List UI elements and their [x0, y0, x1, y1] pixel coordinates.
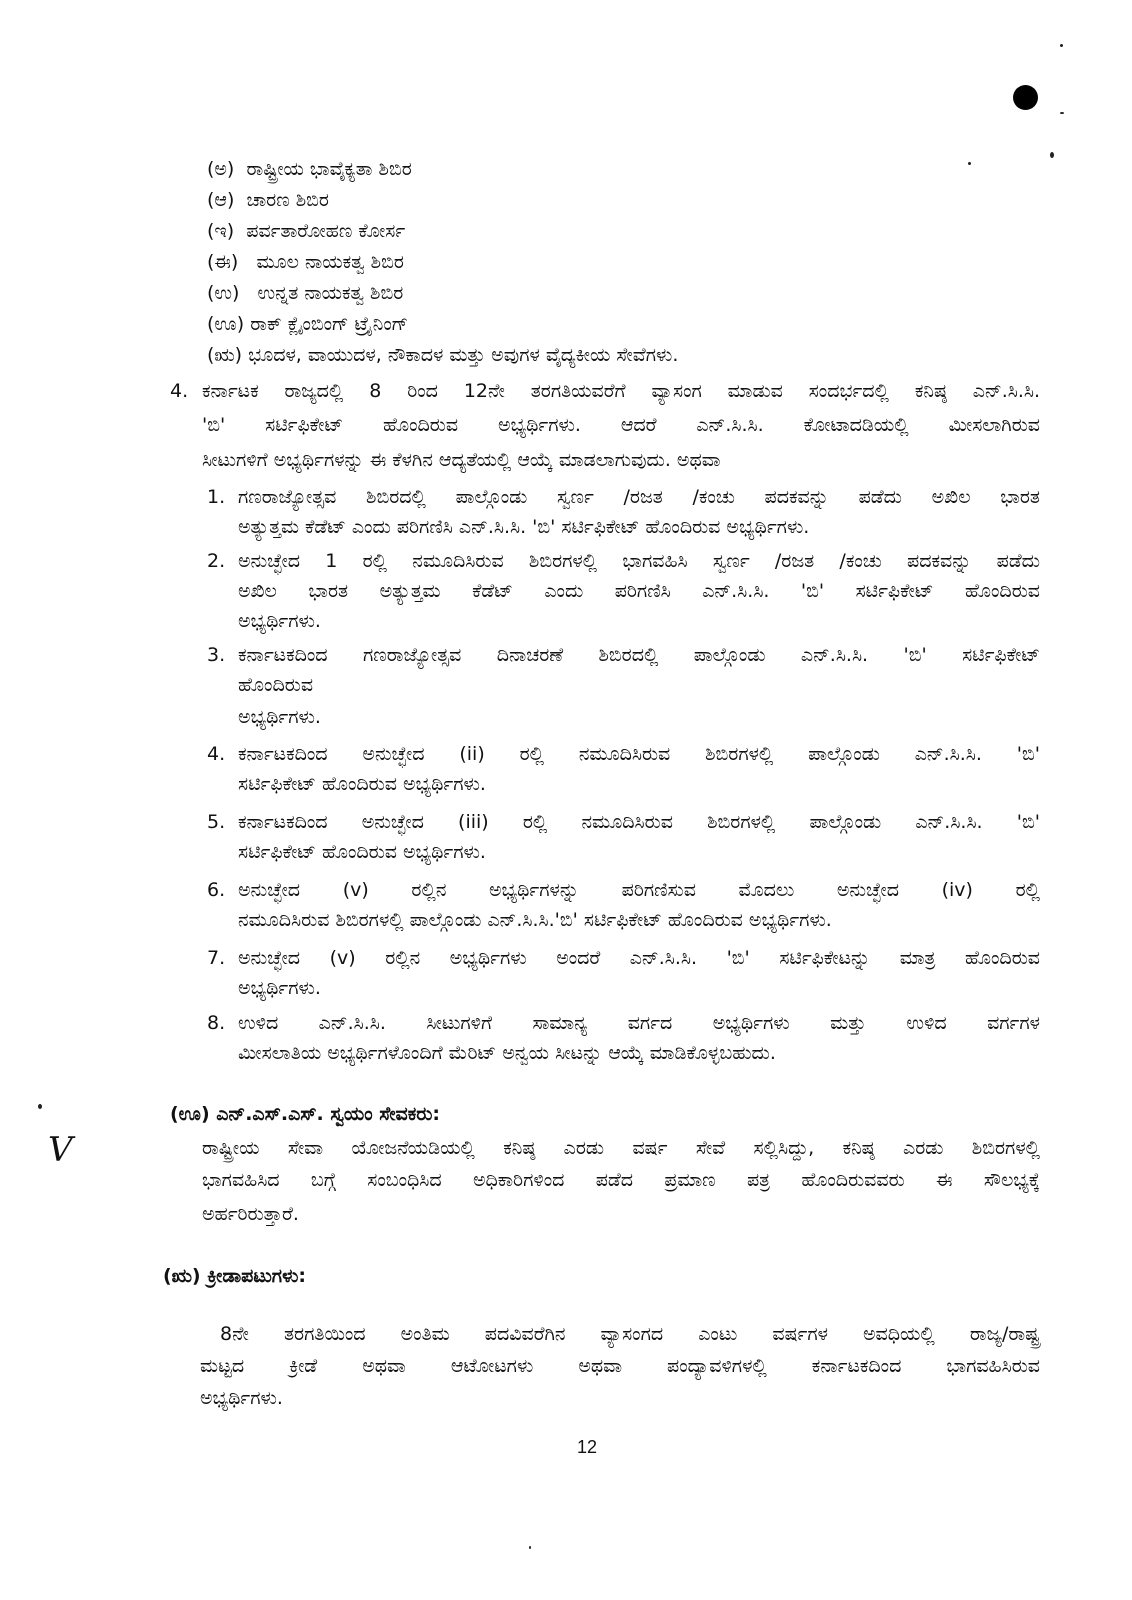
priority-line: ಅಭ್ಯರ್ಥಿಗಳು.	[238, 706, 321, 728]
priority-line: ಹೊಂದಿರುವ	[238, 674, 314, 696]
sub-list-item: (ಇ) ಪರ್ವತಾರೋಹಣ ಕೋರ್ಸ	[207, 220, 406, 242]
nss-line: ಅರ್ಹರಿರುತ್ತಾರೆ.	[202, 1203, 299, 1225]
priority-line: ಸರ್ಟಿಫಿಕೇಟ್ ಹೊಂದಿರುವ ಅಭ್ಯರ್ಥಿಗಳು.	[238, 841, 486, 863]
priority-number: 8.	[207, 1012, 226, 1034]
priority-line: ನಮೂದಿಸಿರುವ ಶಿಬಿರಗಳಲ್ಲಿ ಪಾಲ್ಗೊಂಡು ಎನ್.ಸಿ.ಸಿ.'ಬಿ' ಸರ್ಟಿಫಿಕೇಟ್ ಹೊಂದಿರುವ ಅಭ್ಯರ್ಥಿಗಳು.	[238, 909, 832, 931]
sports-heading: (ಋ) ಕ್ರೀಡಾಪಟುಗಳು:	[163, 1265, 307, 1287]
priority-line: ಉಳಿದ ಎನ್.ಸಿ.ಸಿ. ಸೀಟುಗಳಿಗೆ ಸಾಮಾನ್ಯ ವರ್ಗದ ಅಭ್ಯರ್ಥಿಗಳು ಮತ್ತು ಉಳಿದ ವರ್ಗಗಳ	[238, 1012, 1040, 1034]
priority-number: 2.	[207, 550, 226, 572]
priority-line: ಅನುಚ್ಛೇದ 1 ರಲ್ಲಿ ನಮೂದಿಸಿರುವ ಶಿಬಿರಗಳಲ್ಲಿ ಭಾಗವಹಿಸಿ ಸ್ವರ್ಣ /ರಜತ /ಕಂಚು ಪದಕವನ್ನು ಪಡೆದು	[238, 550, 1040, 572]
sub-list-item: (ಊ) ರಾಕ್ ಕ್ಲೈಂಬಿಂಗ್ ಟ್ರೈನಿಂಗ್	[207, 313, 409, 335]
priority-line: ಕರ್ನಾಟಕದಿಂದ ಅನುಚ್ಛೇದ (ii) ರಲ್ಲಿ ನಮೂದಿಸಿರುವ ಶಿಬಿರಗಳಲ್ಲಿ ಪಾಲ್ಗೊಂಡು ಎನ್.ಸಿ.ಸಿ. 'ಬಿ'	[238, 743, 1040, 765]
sports-line: ಮಟ್ಟದ ಕ್ರೀಡೆ ಅಥವಾ ಆಟೋಟಗಳು ಅಥವಾ ಪಂದ್ಯಾವಳಿಗಳಲ್ಲಿ ಕರ್ನಾಟಕದಿಂದ ಭಾಗವಹಿಸಿರುವ	[200, 1355, 1040, 1377]
priority-number: 3.	[207, 644, 226, 666]
item4-line: ಕರ್ನಾಟಕ ರಾಜ್ಯದಲ್ಲಿ 8 ರಿಂದ 12ನೇ ತರಗತಿಯವರೆಗೆ ವ್ಯಾಸಂಗ ಮಾಡುವ ಸಂದರ್ಭದಲ್ಲಿ ಕನಿಷ್ಠ ಎನ್.ಸಿ.ಸಿ.	[202, 380, 1040, 402]
sports-line: ಅಭ್ಯರ್ಥಿಗಳು.	[200, 1387, 283, 1409]
sub-list-item: (ಅ) ರಾಷ್ಟ್ರೀಯ ಭಾವೈಕ್ಯತಾ ಶಿಬಿರ	[207, 158, 412, 180]
scan-speck	[38, 1104, 42, 1109]
item-number: 4.	[170, 380, 189, 402]
priority-number: 5.	[207, 811, 226, 833]
nss-heading: (ಊ) ಎನ್.ಎಸ್.ಎಸ್. ಸ್ವಯಂ ಸೇವಕರು:	[170, 1103, 440, 1125]
priority-line: ಅನುಚ್ಛೇದ (v) ರಲ್ಲಿನ ಅಭ್ಯರ್ಥಿಗಳು ಅಂದರೆ ಎನ್.ಸಿ.ಸಿ. 'ಬಿ' ಸರ್ಟಿಫಿಕೇಟನ್ನು ಮಾತ್ರ ಹೊಂದಿರುವ	[238, 947, 1040, 969]
priority-line: ಅನುಚ್ಛೇದ (v) ರಲ್ಲಿನ ಅಭ್ಯರ್ಥಿಗಳನ್ನು ಪರಿಗಣಿಸುವ ಮೊದಲು ಅನುಚ್ಛೇದ (iv) ರಲ್ಲಿ	[238, 879, 1040, 901]
sub-list-item: (ಋ) ಭೂದಳ, ವಾಯುದಳ, ನೌಕಾದಳ ಮತ್ತು ಅವುಗಳ ವೈದ್ಯಕೀಯ ಸೇವೆಗಳು.	[207, 344, 679, 366]
nss-line: ರಾಷ್ಟ್ರೀಯ ಸೇವಾ ಯೋಜನೆಯಡಿಯಲ್ಲಿ ಕನಿಷ್ಠ ಎರಡು ವರ್ಷ ಸೇವೆ ಸಲ್ಲಿಸಿದ್ದು, ಕನಿಷ್ಠ ಎರಡು ಶಿಬಿರಗಳಲ್ಲಿ	[202, 1137, 1040, 1159]
priority-number: 6.	[207, 879, 226, 901]
item4-line: 'ಬಿ' ಸರ್ಟಿಫಿಕೇಟ್ ಹೊಂದಿರುವ ಅಭ್ಯರ್ಥಿಗಳು. ಆದರೆ ಎನ್.ಸಿ.ಸಿ. ಕೋಟಾದಡಿಯಲ್ಲಿ ಮೀಸಲಾಗಿರುವ	[202, 414, 1040, 436]
nss-line: ಭಾಗವಹಿಸಿದ ಬಗ್ಗೆ ಸಂಬಂಧಿಸಿದ ಅಧಿಕಾರಿಗಳಿಂದ ಪಡೆದ ಪ್ರಮಾಣ ಪತ್ರ ಹೊಂದಿರುವವರು ಈ ಸೌಲಭ್ಯಕ್ಕೆ	[202, 1169, 1040, 1191]
sub-list-item: (ಈ) ಮೂಲ ನಾಯಕತ್ವ ಶಿಬಿರ	[207, 251, 404, 273]
page-number: 12	[577, 1437, 598, 1457]
sports-line: 8ನೇ ತರಗತಿಯಿಂದ ಅಂತಿಮ ಪದವಿವರೆಗಿನ ವ್ಯಾಸಂಗದ ಎಂಟು ವರ್ಷಗಳ ಅವಧಿಯಲ್ಲಿ ರಾಜ್ಯ/ರಾಷ್ಟ್ರ	[220, 1323, 1040, 1345]
item4-line: ಸೀಟುಗಳಿಗೆ ಅಭ್ಯರ್ಥಿಗಳನ್ನು ಈ ಕೆಳಗಿನ ಆದ್ಯತೆಯಲ್ಲಿ ಆಯ್ಕೆ ಮಾಡಲಾಗುವುದು. ಅಥವಾ	[202, 449, 721, 471]
scan-speck	[1060, 112, 1064, 114]
priority-line: ಗಣರಾಜ್ಯೋತ್ಸವ ಶಿಬಿರದಲ್ಲಿ ಪಾಲ್ಗೊಂಡು ಸ್ವರ್ಣ /ರಜತ /ಕಂಚು ಪದಕವನ್ನು ಪಡೆದು ಅಖಿಲ ಭಾರತ	[238, 486, 1040, 508]
sub-list-item: (ಆ) ಚಾರಣ ಶಿಬಿರ	[207, 189, 329, 211]
priority-line: ಸರ್ಟಿಫಿಕೇಟ್ ಹೊಂದಿರುವ ಅಭ್ಯರ್ಥಿಗಳು.	[238, 773, 486, 795]
priority-line: ಅಭ್ಯರ್ಥಿಗಳು.	[238, 977, 321, 999]
priority-line: ಅತ್ಯುತ್ತಮ ಕೆಡೆಟ್ ಎಂದು ಪರಿಗಣಿಸಿ ಎನ್.ಸಿ.ಸಿ. 'ಬಿ' ಸರ್ಟಿಫಿಕೇಟ್ ಹೊಂದಿರುವ ಅಭ್ಯರ್ಥಿಗಳು.	[238, 516, 810, 538]
priority-line: ಕರ್ನಾಟಕದಿಂದ ಗಣರಾಜ್ಯೋತ್ಸವ ದಿನಾಚರಣೆ ಶಿಬಿರದಲ್ಲಿ ಪಾಲ್ಗೊಂಡು ಎನ್.ಸಿ.ಸಿ. 'ಬಿ' ಸರ್ಟಿಫಿಕೇಟ್	[238, 644, 1040, 666]
priority-number: 1.	[207, 486, 226, 508]
priority-line: ಮೀಸಲಾತಿಯ ಅಭ್ಯರ್ಥಿಗಳೊಂದಿಗೆ ಮೆರಿಟ್ ಅನ್ವಯ ಸೀಟನ್ನು ಆಯ್ಕೆ ಮಾಡಿಕೊಳ್ಳಬಹುದು.	[238, 1042, 776, 1064]
scan-speck	[1050, 152, 1054, 158]
scan-speck	[968, 162, 971, 165]
punch-hole-mark	[1013, 85, 1038, 110]
handwritten-tick-mark: V	[48, 1130, 73, 1170]
priority-number: 4.	[207, 743, 226, 765]
priority-line: ಅಭ್ಯರ್ಥಿಗಳು.	[238, 610, 321, 632]
priority-number: 7.	[207, 947, 226, 969]
priority-line: ಕರ್ನಾಟಕದಿಂದ ಅನುಚ್ಛೇದ (iii) ರಲ್ಲಿ ನಮೂದಿಸಿರುವ ಶಿಬಿರಗಳಲ್ಲಿ ಪಾಲ್ಗೊಂಡು ಎನ್.ಸಿ.ಸಿ. 'ಬಿ'	[238, 811, 1040, 833]
scan-speck	[1060, 44, 1063, 47]
priority-line: ಅಖಿಲ ಭಾರತ ಅತ್ಯುತ್ತಮ ಕೆಡೆಟ್ ಎಂದು ಪರಿಗಣಿಸಿ ಎನ್.ಸಿ.ಸಿ. 'ಬಿ' ಸರ್ಟಿಫಿಕೇಟ್ ಹೊಂದಿರುವ	[238, 580, 1040, 602]
sub-list-item: (ಉ) ಉನ್ನತ ನಾಯಕತ್ವ ಶಿಬಿರ	[207, 282, 404, 304]
scan-speck	[529, 1546, 531, 1549]
